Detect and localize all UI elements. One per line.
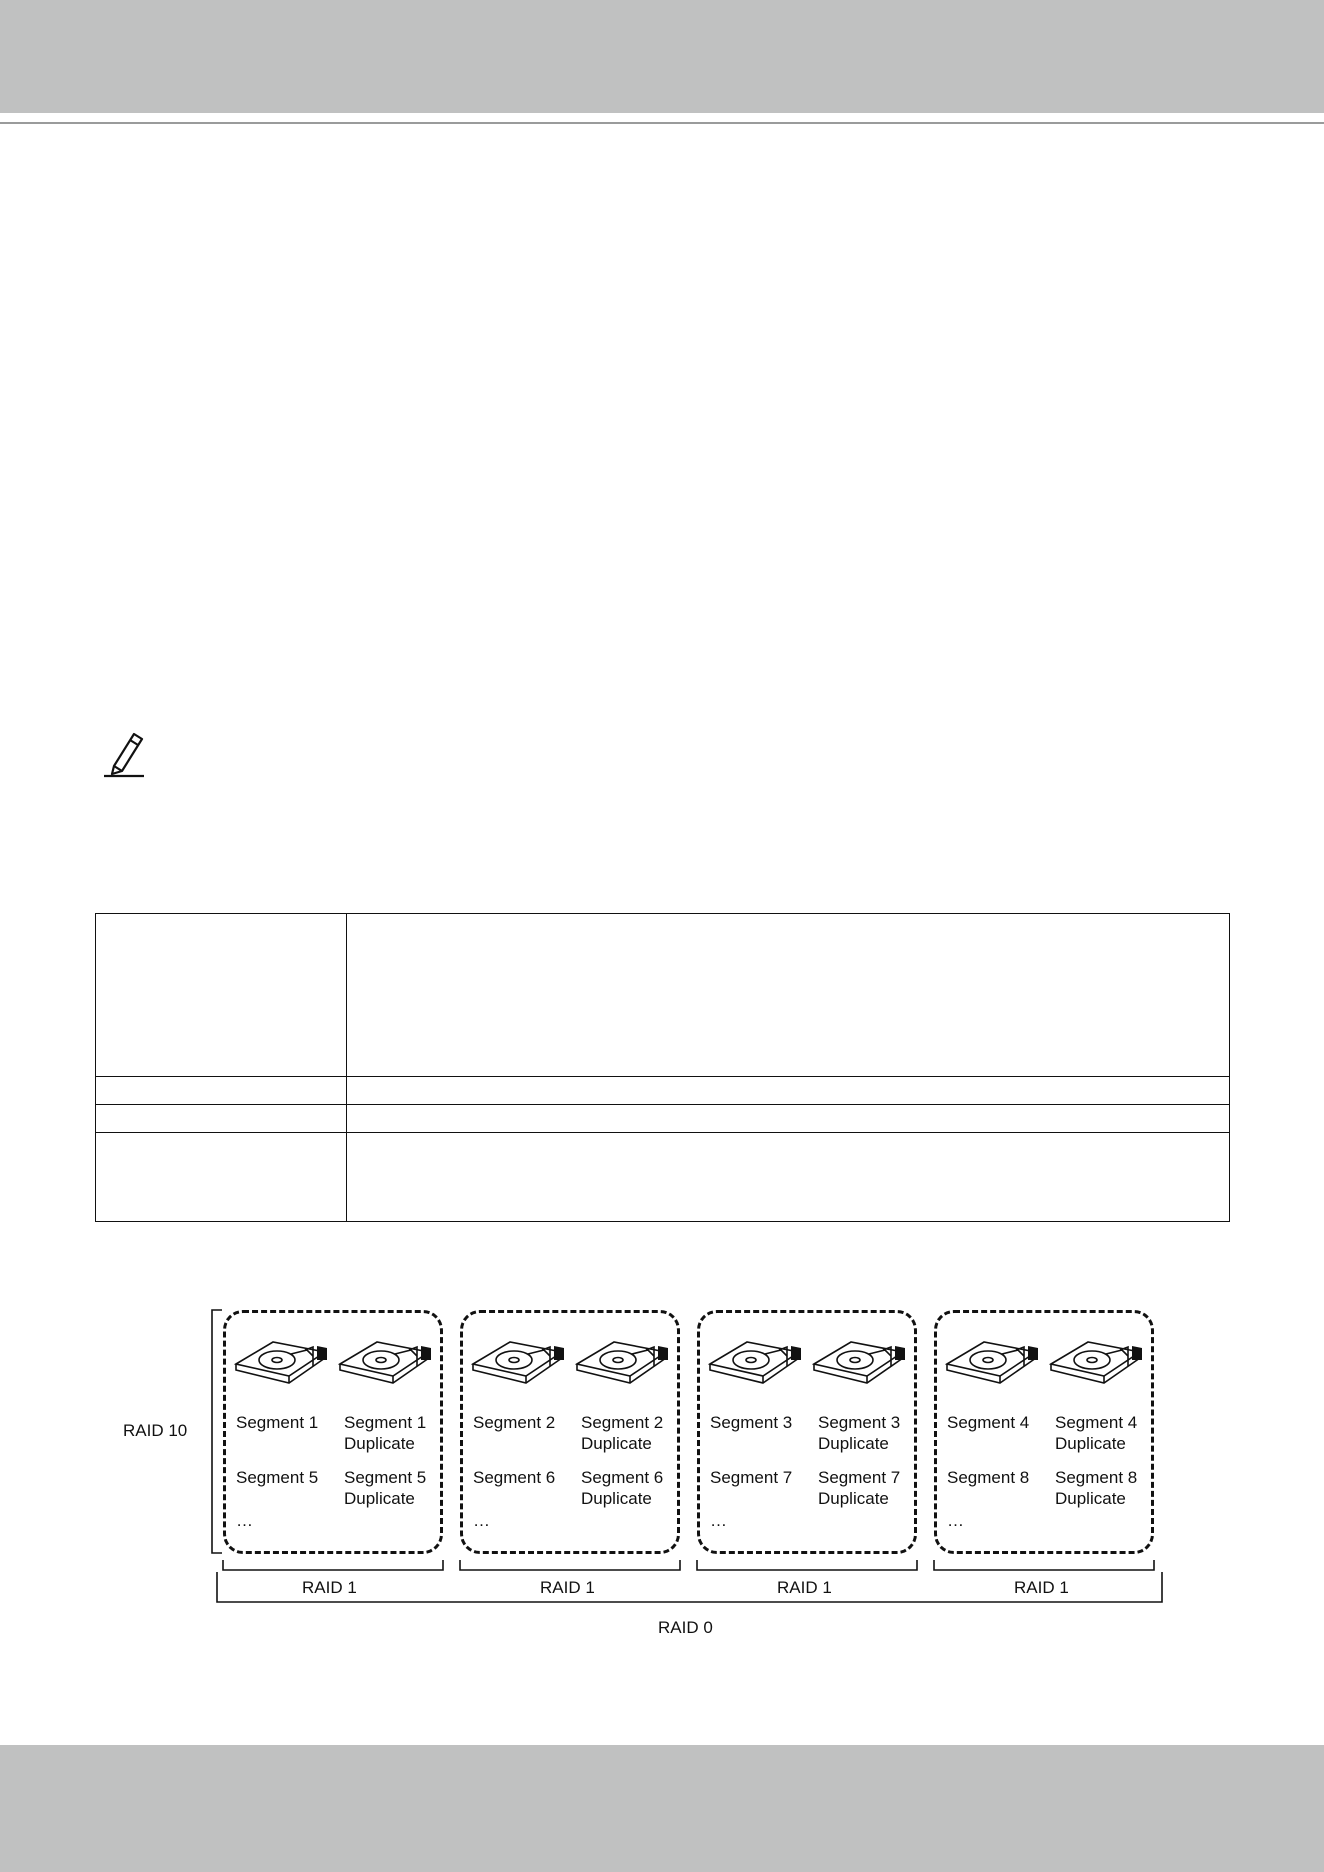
raid10-label: RAID 10 <box>123 1421 188 1440</box>
table-row <box>96 1133 1230 1222</box>
raid1-label: RAID 1 <box>302 1578 357 1597</box>
table-cell <box>347 1077 1230 1105</box>
hard-disk-icon <box>470 1336 568 1388</box>
segment-label: Segment 1 <box>344 1413 427 1432</box>
segment-label: Segment 1 <box>236 1413 319 1432</box>
segment-label: Segment 5 <box>344 1468 427 1487</box>
table-cell <box>96 1105 347 1133</box>
hard-disk-icon <box>337 1336 435 1388</box>
duplicate-label: Duplicate <box>581 1434 652 1453</box>
segment-label: Segment 2 <box>581 1413 664 1432</box>
page-footer-band <box>0 1745 1324 1872</box>
table-cell <box>96 1077 347 1105</box>
duplicate-label: Duplicate <box>1055 1489 1126 1508</box>
table-cell <box>347 1133 1230 1222</box>
duplicate-label: Duplicate <box>1055 1434 1126 1453</box>
segment-label: Segment 2 <box>473 1413 556 1432</box>
duplicate-label: Duplicate <box>344 1489 415 1508</box>
table-cell <box>96 1133 347 1222</box>
hard-disk-icon <box>707 1336 805 1388</box>
segment-label: Segment 6 <box>473 1468 556 1487</box>
table-row <box>96 1105 1230 1133</box>
table-cell <box>96 914 347 1077</box>
raid0-label: RAID 0 <box>658 1618 713 1637</box>
pencil-icon <box>100 728 148 778</box>
raid1-label: RAID 1 <box>540 1578 595 1597</box>
hard-disk-icon <box>944 1336 1042 1388</box>
segment-label: Segment 3 <box>818 1413 901 1432</box>
raid-spec-table <box>95 913 1230 1222</box>
segment-label: Segment 5 <box>236 1468 319 1487</box>
hard-disk-icon <box>574 1336 672 1388</box>
segment-label: Segment 3 <box>710 1413 793 1432</box>
table-cell <box>347 914 1230 1077</box>
segment-label: Segment 4 <box>1055 1413 1138 1432</box>
ellipsis: … <box>473 1511 490 1530</box>
header-divider <box>0 122 1324 124</box>
hard-disk-icon <box>811 1336 909 1388</box>
segment-label: Segment 7 <box>818 1468 901 1487</box>
segment-label: Segment 8 <box>1055 1468 1138 1487</box>
ellipsis: … <box>947 1511 964 1530</box>
table-row <box>96 1077 1230 1105</box>
segment-label: Segment 8 <box>947 1468 1030 1487</box>
hard-disk-icon <box>1048 1336 1146 1388</box>
ellipsis: … <box>710 1511 727 1530</box>
raid1-label: RAID 1 <box>1014 1578 1069 1597</box>
ellipsis: … <box>236 1511 253 1530</box>
segment-label: Segment 7 <box>710 1468 793 1487</box>
table-row <box>96 914 1230 1077</box>
raid1-label: RAID 1 <box>777 1578 832 1597</box>
table-cell <box>347 1105 1230 1133</box>
segment-label: Segment 6 <box>581 1468 664 1487</box>
duplicate-label: Duplicate <box>581 1489 652 1508</box>
page-header-band <box>0 0 1324 113</box>
duplicate-label: Duplicate <box>818 1489 889 1508</box>
hard-disk-icon <box>233 1336 331 1388</box>
duplicate-label: Duplicate <box>818 1434 889 1453</box>
segment-label: Segment 4 <box>947 1413 1030 1432</box>
duplicate-label: Duplicate <box>344 1434 415 1453</box>
